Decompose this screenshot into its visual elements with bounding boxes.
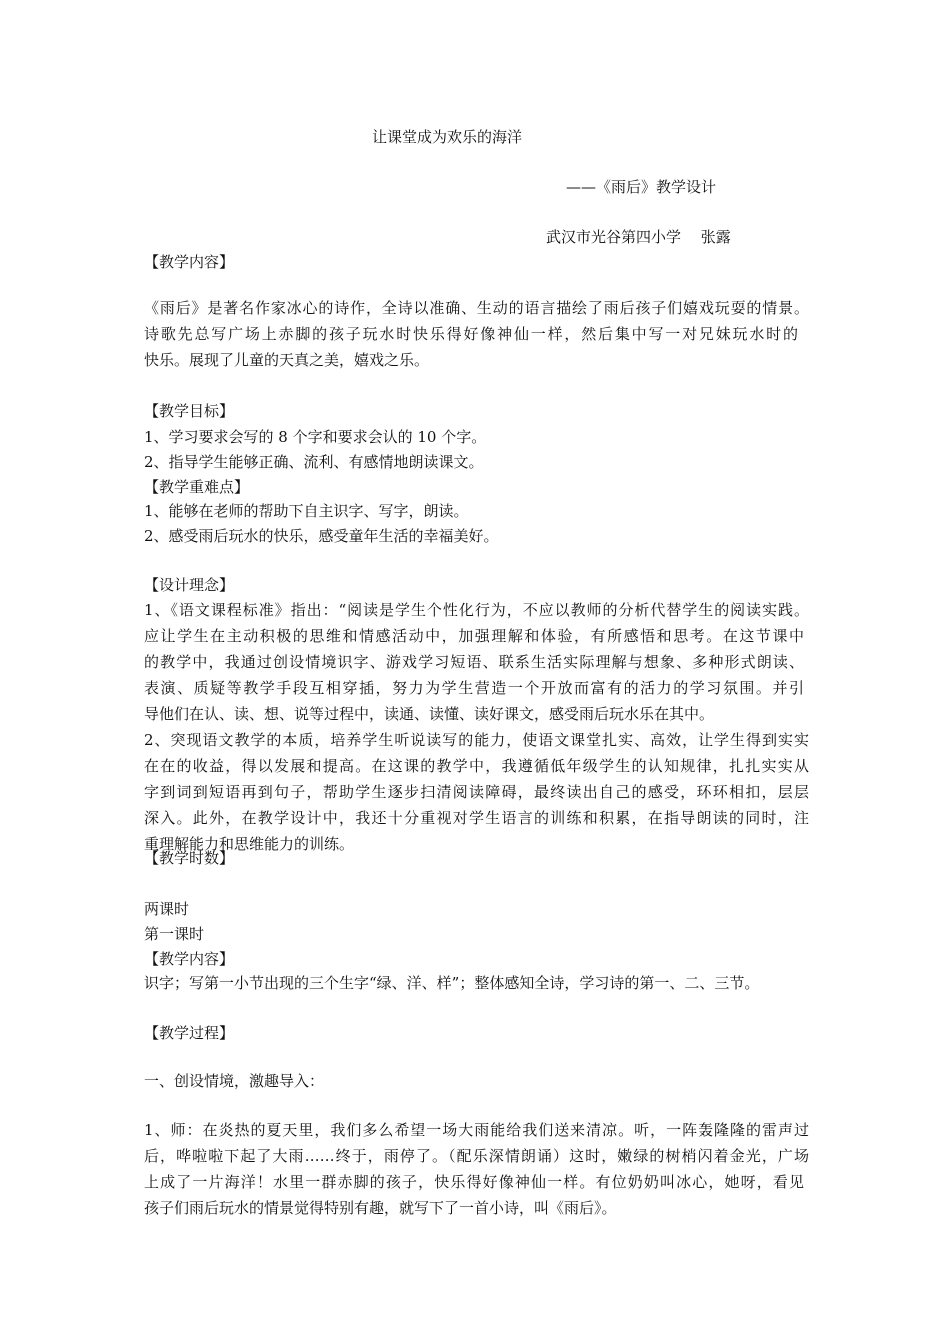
design-paragraph — [144, 597, 809, 857]
section-heading-goals: 【教学目标】 — [144, 402, 235, 420]
paragraph-line: 2、突现语文教学的本质，培养学生听说读写的能力，使语文课堂扎实、高效，让学生得到实实 — [144, 731, 809, 749]
paragraph-line: 应让学生在主动积极的思维和情感活动中，加强理解和体验，有所感悟和思考。在这节课中 — [144, 627, 804, 645]
paragraph-line: 1、师：在炎热的夏天里，我们多么希望一场大雨能给我们送来清凉。听，一阵轰隆隆的雷声过 — [144, 1121, 809, 1139]
author-line: 武汉市光谷第四小学 张露 — [546, 228, 731, 246]
paragraph-line: 深入。此外，在教学设计中，我还十分重视对学生语言的训练和积累，在指导朗读的同时，注 — [144, 809, 809, 827]
paragraph-line: 在在的收益，得以发展和提高。在这课的教学中，我遵循低年级学生的认知规律，扎扎实实从 — [144, 757, 809, 775]
section-heading-content: 【教学内容】 — [144, 253, 235, 271]
hours-value: 两课时 — [144, 900, 190, 918]
lesson-content: 识字；写第一小节出现的三个生字“绿、洋、样”；整体感知全诗，学习诗的第一、二、三节。 — [144, 974, 760, 992]
paragraph-line: 诗歌先总写广场上赤脚的孩子玩水时快乐得好像神仙一样，然后集中写一对兄妹玩水时的 — [144, 325, 798, 343]
paragraph-line: 表演、质疑等教学手段互相穿插，努力为学生营造一个开放而富有的活力的学习氛围。并引 — [144, 679, 804, 697]
intro-paragraph — [144, 1117, 809, 1221]
paragraph-line: 的教学中，我通过创设情境识字、游戏学习短语、联系生活实际理解与想象、多种形式朗读、 — [144, 653, 804, 671]
section-heading-key-points: 【教学重难点】 — [144, 478, 250, 496]
key-point-item: 1、能够在老师的帮助下自主识字、写字，朗读。 — [144, 502, 469, 520]
paragraph-line: 孩子们雨后玩水的情景觉得特别有趣，就写下了一首小诗，叫《雨后》。 — [144, 1199, 617, 1217]
paragraph-line: 《雨后》是著名作家冰心的诗作，全诗以准确、生动的语言描绘了雨后孩子们嬉戏玩耍的情景。 — [144, 299, 809, 317]
paragraph-line: 导他们在认、读、想、说等过程中，读通、读懂、读好课文，感受雨后玩水乐在其中。 — [144, 705, 715, 723]
paragraph-line: 上成了一片海洋！水里一群赤脚的孩子，快乐得好像神仙一样。有位奶奶叫冰心，她呀，看见 — [144, 1173, 804, 1191]
lesson-label: 第一课时 — [144, 925, 205, 943]
section-heading-design: 【设计理念】 — [144, 576, 235, 594]
paragraph-line: 1、《语文课程标准》指出：“阅读是学生个性化行为，不应以教师的分析代替学生的阅读实践。 — [144, 601, 809, 619]
content-paragraph — [144, 295, 809, 373]
paragraph-line: 重理解能力和思维能力的训练。 — [144, 835, 355, 853]
document-subtitle: ——《雨后》教学设计 — [566, 178, 717, 196]
process-step-heading: 一、创设情境，激趣导入： — [144, 1072, 325, 1090]
section-heading-hours: 【教学时数】 — [144, 849, 235, 867]
goal-item: 1、学习要求会写的 8 个字和要求会认的 10 个字。 — [144, 428, 487, 446]
paragraph-line: 快乐。展现了儿童的天真之美，嬉戏之乐。 — [144, 351, 430, 369]
key-point-item: 2、感受雨后玩水的快乐，感受童年生活的幸福美好。 — [144, 527, 499, 545]
document-title: 让课堂成为欢乐的海洋 — [372, 128, 523, 146]
paragraph-line: 字到词到短语再到句子，帮助学生逐步扫清阅读障碍，最终读出自己的感受，环环相扣，层层 — [144, 783, 809, 801]
section-heading-content-2: 【教学内容】 — [144, 950, 235, 968]
paragraph-line: 后，哗啦啦下起了大雨……终于，雨停了。（配乐深情朗诵）这时，嫩绿的树梢闪着金光，广场 — [144, 1147, 809, 1165]
goal-item: 2、指导学生能够正确、流利、有感情地朗读课文。 — [144, 453, 484, 471]
section-heading-process: 【教学过程】 — [144, 1024, 235, 1042]
